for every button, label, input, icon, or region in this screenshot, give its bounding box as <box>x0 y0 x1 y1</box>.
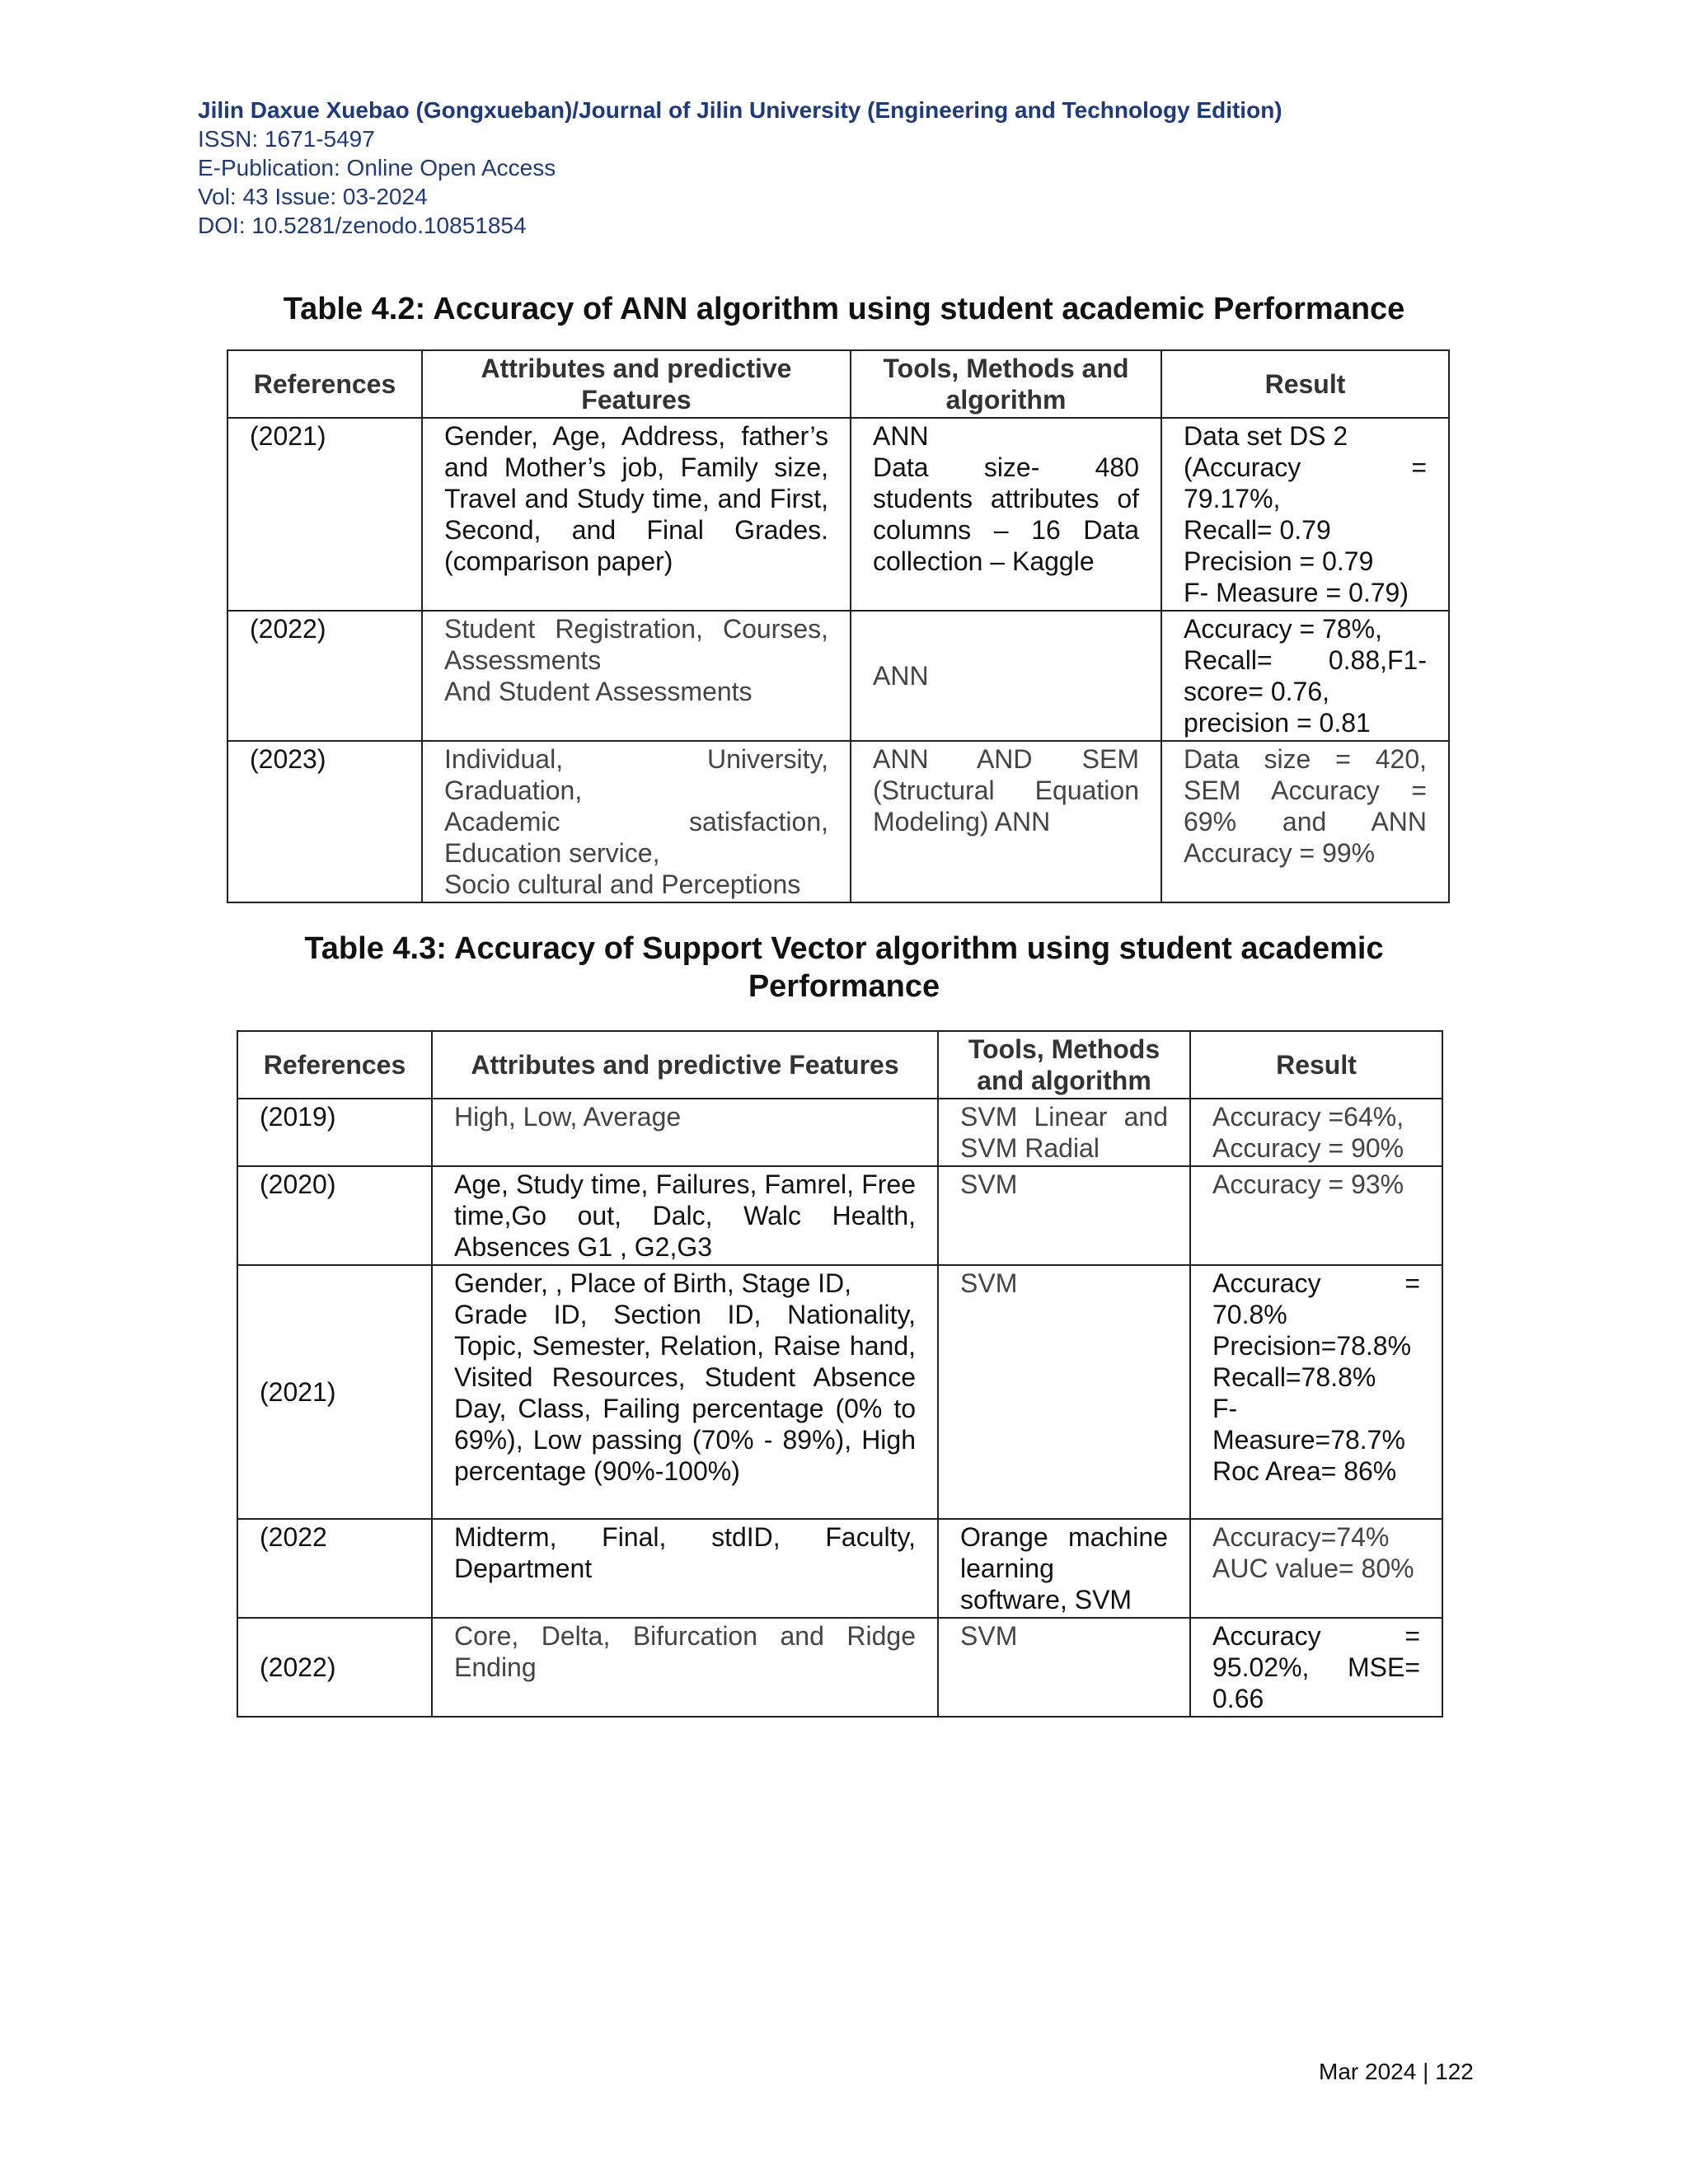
table-row <box>237 1166 1442 1265</box>
cell-line: Recall= 0.79 <box>1184 515 1331 545</box>
table2-tools <box>938 1265 1190 1519</box>
table-row <box>227 611 1449 741</box>
cell-line: ANN <box>873 661 929 691</box>
table1-ref: (2023) <box>227 741 422 902</box>
cell-line: Orange machine learning software, SVM <box>960 1522 1168 1615</box>
cell-line: And Student Assessments <box>444 677 753 706</box>
table1-header-tools: Tools, Methods and algorithm <box>851 350 1161 418</box>
table1-tools <box>851 418 1161 611</box>
table2-ref: (2022) <box>237 1618 432 1717</box>
cell-line: Data size- 480 students attributes of columns – 16 Data collection – Kaggle <box>873 452 1139 576</box>
table1-tools <box>851 741 1161 902</box>
table-row <box>237 1265 1442 1519</box>
cell-line: Core, Delta, Bifurcation and Ridge Ending <box>454 1621 916 1682</box>
table1-tools <box>851 611 1161 741</box>
cell-line: Precision=78.8% <box>1212 1331 1412 1361</box>
volume-issue: Vol: 43 Issue: 03-2024 <box>198 184 428 209</box>
cell-line: Accuracy = 78%, <box>1184 614 1382 644</box>
page-footer: Mar 2024 | 122 <box>1319 2059 1474 2084</box>
table2-tools <box>938 1099 1190 1166</box>
cell-line: Accuracy=74% <box>1212 1522 1390 1552</box>
table2-ref: (2021) <box>237 1265 432 1519</box>
cell-line: ANN AND SEM (Structural Equation Modeling) ANN <box>873 744 1139 837</box>
cell-line: (Accuracy = 79.17%, <box>1184 452 1427 513</box>
table2-header-attributes: Attributes and predictive Features <box>432 1031 938 1099</box>
table1-attr <box>422 611 851 741</box>
table-row <box>237 1519 1442 1618</box>
cell-line: SVM <box>960 1268 1018 1298</box>
table1-header-result: Result <box>1161 350 1449 418</box>
cell-line: SVM <box>960 1621 1018 1651</box>
table2-tools <box>938 1618 1190 1717</box>
cell-line: precision = 0.81 <box>1184 708 1371 738</box>
table2-caption-line2: Performance <box>748 969 940 1004</box>
cell-line: High, Low, Average <box>454 1102 682 1132</box>
table1-result <box>1161 611 1449 741</box>
cell-line: Student Registration, Courses, Assessments <box>444 614 828 675</box>
cell-line: Roc Area= 86% <box>1212 1456 1397 1486</box>
table2-caption-line1: Table 4.3: Accuracy of Support Vector algorithm using student academic <box>304 931 1384 966</box>
table2-result <box>1190 1166 1442 1265</box>
cell-line: Recall= 0.88,F1-score= 0.76, <box>1184 645 1427 706</box>
table2-ref: (2022 <box>237 1519 432 1618</box>
table1-header-references: References <box>227 350 422 418</box>
table1-result <box>1161 418 1449 611</box>
cell-line: Data size = 420, SEM Accuracy = 69% and ANN Accuracy = 99% <box>1184 744 1427 868</box>
journal-header <box>198 96 1282 240</box>
cell-line: SVM Linear and SVM Radial <box>960 1102 1168 1163</box>
table1-ref: (2022) <box>227 611 422 741</box>
cell-line: Accuracy = 70.8% <box>1212 1268 1420 1329</box>
table2-result <box>1190 1265 1442 1519</box>
table2-tools <box>938 1166 1190 1265</box>
table2-result <box>1190 1519 1442 1618</box>
table2-tools <box>938 1519 1190 1618</box>
table-row <box>237 1618 1442 1717</box>
table-row <box>237 1099 1442 1166</box>
issn: ISSN: 1671-5497 <box>198 126 375 152</box>
table1-caption: Table 4.2: Accuracy of ANN algorithm using student academic Performance <box>283 292 1405 326</box>
cell-line: Accuracy = 95.02%, MSE= 0.66 <box>1212 1621 1420 1713</box>
table2-attr <box>432 1099 938 1166</box>
cell-line: F-Measure=78.7% <box>1212 1394 1405 1455</box>
cell-line: F- Measure = 0.79) <box>1184 578 1409 607</box>
journal-title: Jilin Daxue Xuebao (Gongxueban)/Journal of Jilin University (Engineering and Technology Edition) <box>198 97 1282 123</box>
table2-header-result: Result <box>1190 1031 1442 1099</box>
table1-header-row <box>227 350 1449 418</box>
cell-line: Recall=78.8% <box>1212 1362 1376 1392</box>
cell-line: Accuracy = 90% <box>1212 1133 1404 1163</box>
cell-line: Gender, , Place of Birth, Stage ID, <box>454 1268 852 1298</box>
cell-line: Academic satisfaction, Education service, <box>444 807 828 868</box>
cell-line: Accuracy =64%, <box>1212 1102 1404 1132</box>
cell-line: ANN <box>873 421 929 451</box>
cell-line: AUC value= 80% <box>1212 1554 1414 1583</box>
table2-header-references: References <box>237 1031 432 1099</box>
cell-line: SVM <box>960 1169 1018 1199</box>
cell-line: Data set DS 2 <box>1184 421 1348 451</box>
table2-attr <box>432 1618 938 1717</box>
table2-result <box>1190 1099 1442 1166</box>
table-row <box>227 741 1449 902</box>
table1 <box>227 349 1450 903</box>
table-row <box>227 418 1449 611</box>
table1-header-attributes: Attributes and predictive Features <box>422 350 851 418</box>
table2-attr <box>432 1166 938 1265</box>
table2-header-tools: Tools, Methods and algorithm <box>938 1031 1190 1099</box>
table2-ref: (2019) <box>237 1099 432 1166</box>
table1-result <box>1161 741 1449 902</box>
cell-line: Individual, University, Graduation, <box>444 744 828 805</box>
table1-attr <box>422 418 851 611</box>
cell-line: Grade ID, Section ID, Nationality, Topic, Semester, Relation, Raise hand, Visited Resources, Student Absence Day, Class, Failing percentage (0% to 69%), Low passing (70% - 89%), High percentage (90%-100%) <box>454 1300 916 1486</box>
table2-attr <box>432 1519 938 1618</box>
cell-line: Age, Study time, Failures, Famrel, Free time,Go out, Dalc, Walc Health, Absences G1 , G2,G3 <box>454 1169 916 1262</box>
table2-attr <box>432 1265 938 1519</box>
table1-attr <box>422 741 851 902</box>
table1-ref: (2021) <box>227 418 422 611</box>
table2-header-row <box>237 1031 1442 1099</box>
table2-caption <box>0 930 1688 1005</box>
cell-line: Accuracy = 93% <box>1212 1169 1404 1199</box>
table2-ref: (2020) <box>237 1166 432 1265</box>
table2-result <box>1190 1618 1442 1717</box>
cell-line: Gender, Age, Address, father’s and Mother’s job, Family size, Travel and Study time, and First, Second, and Final Grades.(comparison paper) <box>444 421 828 576</box>
doi: DOI: 10.5281/zenodo.10851854 <box>198 213 527 238</box>
e-publication: E-Publication: Online Open Access <box>198 155 556 180</box>
cell-line: Socio cultural and Perceptions <box>444 869 801 899</box>
cell-line: Precision = 0.79 <box>1184 546 1374 576</box>
table2 <box>237 1030 1443 1718</box>
cell-line: Midterm, Final, stdID, Faculty, Department <box>454 1522 916 1583</box>
